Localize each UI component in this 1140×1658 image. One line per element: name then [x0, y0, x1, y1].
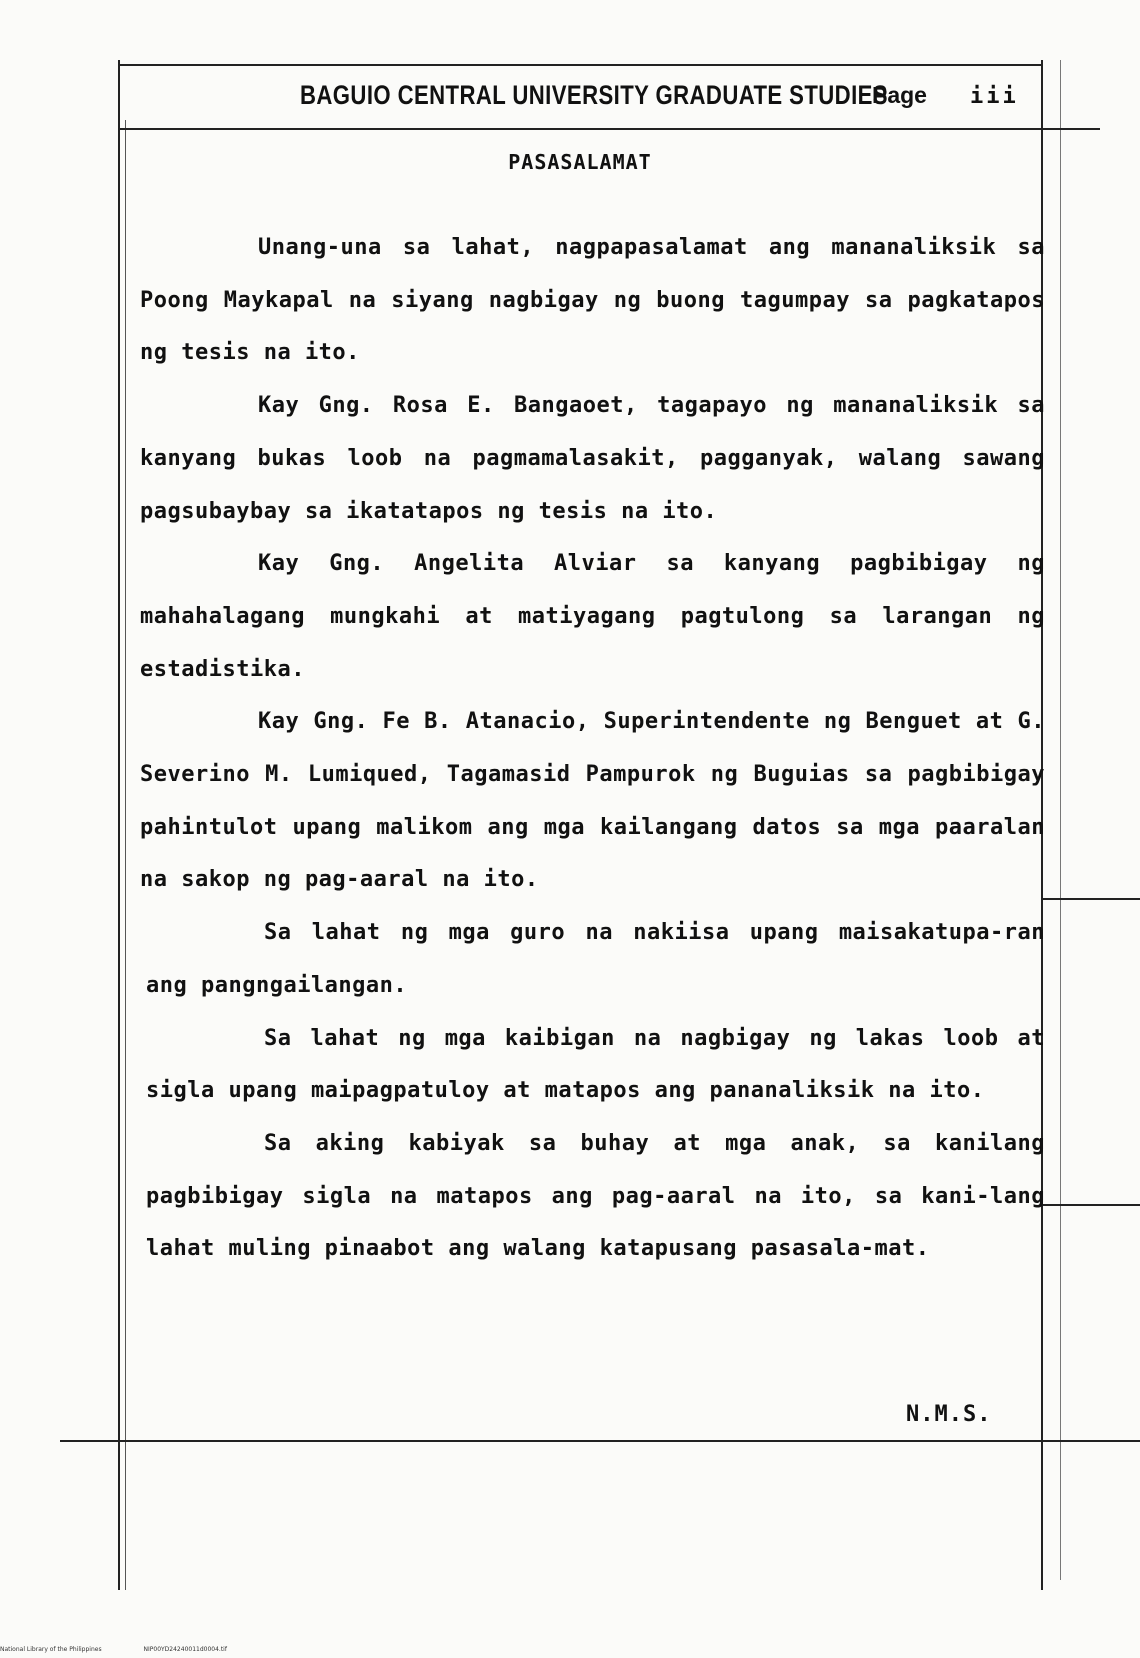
page-number: iii — [970, 84, 1019, 109]
header-divider — [120, 128, 1100, 130]
paragraph: Kay Gng. Rosa E. Bangaoet, tagapayo ng mananaliksik sa kanyang bukas loob na pagmamalasakit, pagganyak, walang sawang pagsubaybay sa ikatatapos ng tesis na ito. — [140, 393, 1045, 524]
paragraph: Sa aking kabiyak sa buhay at mga anak, sa kanilang pagbibigay sigla na matapos ang pag-aaral na ito, sa kani-lang lahat muling pinaabot ang walang katapusang pasasala-mat. — [146, 1130, 1045, 1262]
paragraph: Sa lahat ng mga guro na nakiisa upang maisakatupa-ran ang pangngailangan. — [146, 920, 1045, 998]
paragraph: Sa lahat ng mga kaibigan na nagbigay ng lakas loob at sigla upang maipagpatuloy at matapos ang pananaliksik na ito. — [146, 1025, 1045, 1104]
scan-caption — [0, 1646, 267, 1653]
margin-tick-line — [1042, 898, 1140, 900]
paragraph: Unang-una sa lahat, nagpapasalamat ang mananaliksik sa Poong Maykapal na siyang nagbigay ng buong tagumpay sa pagkatapos ng tesis na ito. — [140, 235, 1045, 366]
paragraph: Kay Gng. Fe B. Atanacio, Superintendente ng Benguet at G. Severino M. Lumiqued, Tagamasid Pampurok ng Buguias sa pagbibigay pahintulot upang malikom ang mga kailangang datos sa mga paaralan na sakop ng pag-aaral na ito. — [140, 709, 1045, 893]
scan-filename: NIP00YD24240011d0004.tif — [143, 1646, 227, 1653]
margin-tick-line-2 — [1042, 1204, 1140, 1206]
frame-right-outer-line — [1060, 60, 1061, 1580]
scan-source: National Library of the Philippines — [0, 1646, 102, 1653]
university-header: BAGUIO CENTRAL UNIVERSITY GRADUATE STUDIES — [300, 80, 888, 110]
frame-left-line — [118, 60, 120, 1590]
frame-left-inner-line — [125, 120, 126, 1590]
frame-top-line — [118, 64, 1043, 66]
paragraph: Kay Gng. Angelita Alviar sa kanyang pagbibigay ng mahahalagang mungkahi at matiyagang pagtulong sa larangan ng estadistika. — [140, 551, 1045, 682]
page-label: Page — [872, 82, 927, 108]
acknowledgement-body — [140, 222, 1045, 1276]
document-title: PASASALAMAT — [508, 150, 652, 174]
frame-bottom-line — [60, 1440, 1140, 1442]
signature-initials: N.M.S. — [906, 1402, 992, 1427]
